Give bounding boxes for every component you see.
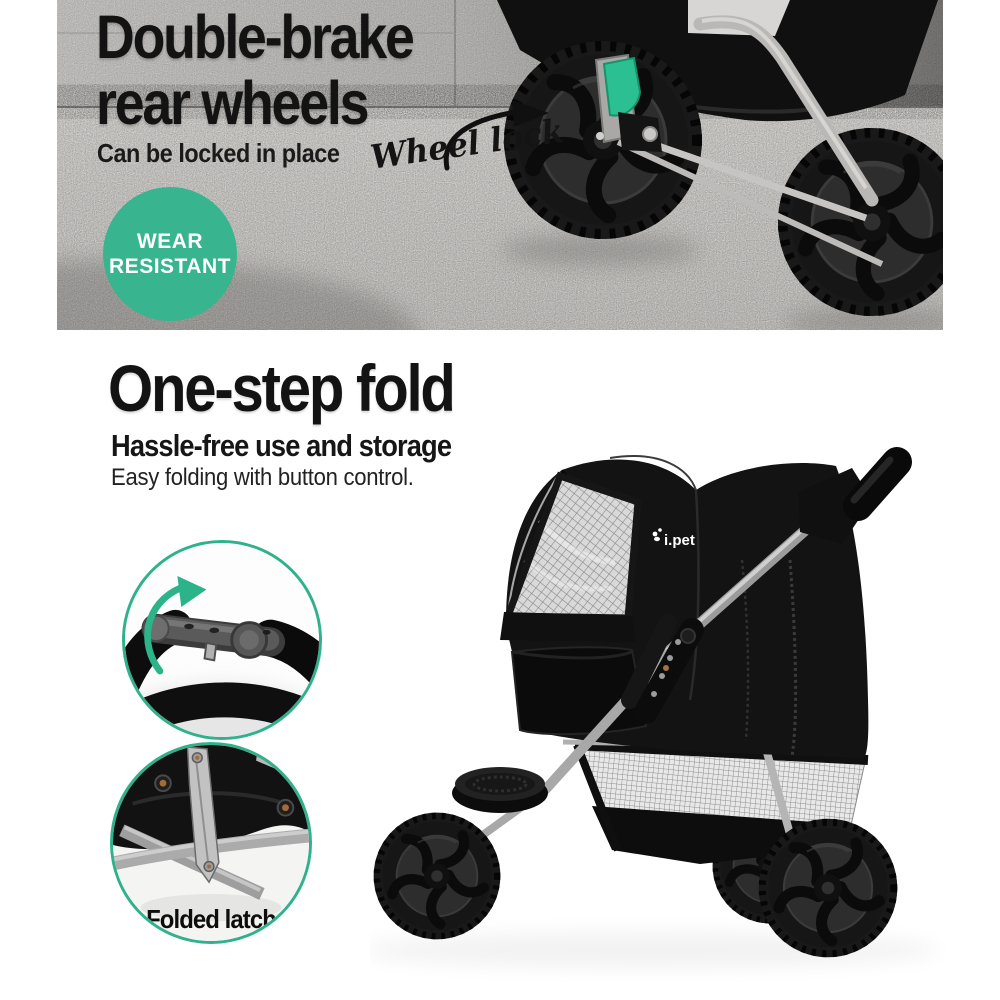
- badge-line2: RESISTANT: [109, 255, 231, 278]
- screw-head: [155, 775, 171, 791]
- handle-rotation-photo: [125, 543, 319, 737]
- handle-rotation-inset: [122, 540, 322, 740]
- top-heading: [96, 4, 413, 136]
- bottom-heading: One-step fold: [108, 351, 454, 425]
- brand-text: i.pet: [664, 532, 695, 549]
- green-brake-lever: [604, 58, 640, 116]
- top-heading-line2: rear wheels: [96, 69, 368, 137]
- top-heading-line1: Double-brake: [96, 3, 413, 71]
- inset-caption: Folded latch: [146, 904, 276, 934]
- top-subheading: Can be locked in place: [97, 138, 340, 168]
- wear-resistant-badge: [103, 187, 237, 321]
- bottom-subheading: Hassle-free use and storage: [111, 428, 452, 463]
- stroller-photo-panel: [370, 445, 970, 990]
- folded-latch-inset: [110, 742, 312, 944]
- front-wheel: [374, 813, 501, 940]
- footrest: [452, 767, 548, 813]
- pet-stroller-photo: [370, 445, 970, 990]
- handwritten-note: Wheel lock: [368, 110, 566, 177]
- bottom-body-text: Easy folding with button control.: [111, 464, 414, 491]
- badge-line1: WEAR: [136, 230, 204, 253]
- near-rear-wheel: [759, 819, 898, 958]
- release-button: [205, 643, 217, 660]
- screw-head: [278, 800, 294, 816]
